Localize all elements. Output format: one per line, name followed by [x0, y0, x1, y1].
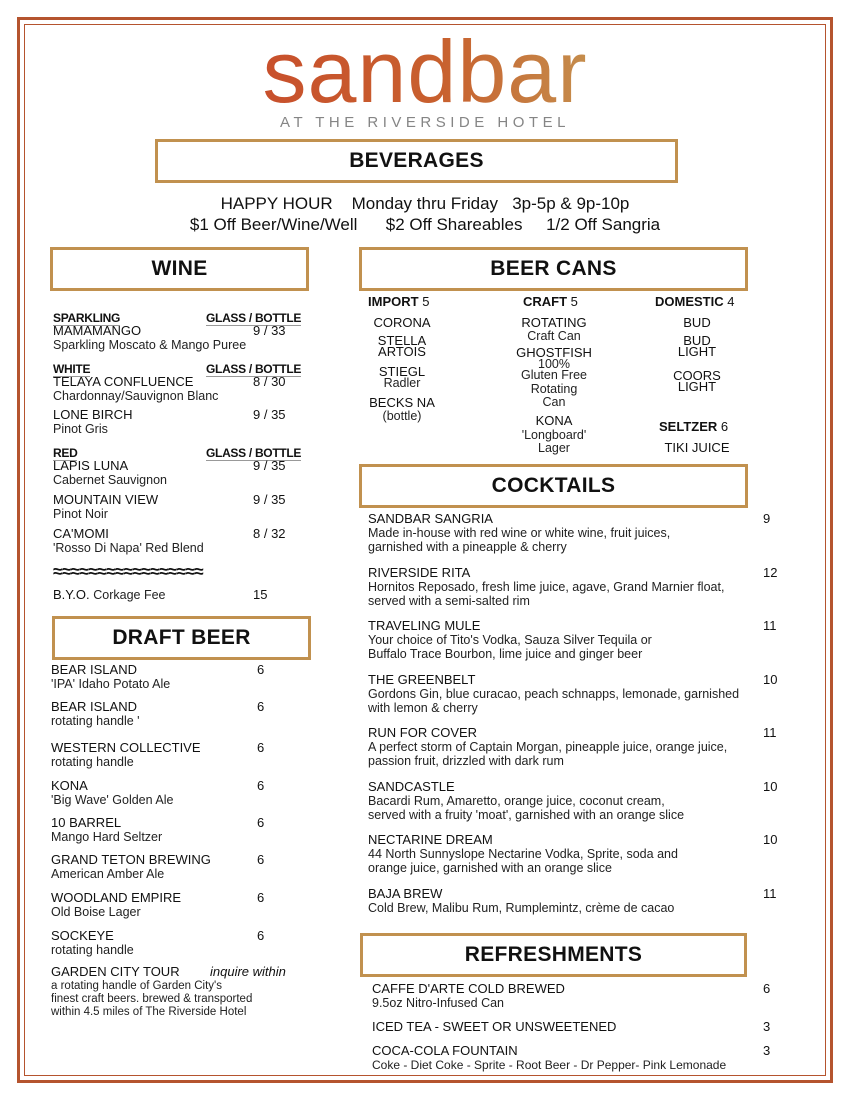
- draft-item-name: 10 BARREL: [51, 815, 122, 830]
- draft-item-desc: rotating handle ': [51, 714, 140, 728]
- wine-item-price: 8 / 30: [253, 374, 286, 389]
- can-item-desc: Craft Can: [527, 329, 581, 343]
- wine-item-price: 9 / 35: [253, 492, 286, 507]
- refreshments-heading-box: [360, 933, 747, 977]
- can-item-desc: Rotating: [530, 382, 578, 396]
- garden-city-tour-desc: within 4.5 miles of The Riverside Hotel: [51, 1006, 247, 1018]
- byo-row: [53, 588, 166, 602]
- wine-sparkling-label: SPARKLING: [53, 311, 121, 325]
- cocktail-price: 11: [763, 618, 777, 633]
- cocktail-desc: Gordons Gin, blue curacao, peach schnapps, lemonade, garnished: [368, 687, 740, 701]
- can-item: ARTOIS: [378, 344, 426, 359]
- cans-craft-header: CRAFT 5: [523, 294, 578, 309]
- can-item-desc: 100%: [538, 357, 570, 371]
- draft-item-desc: American Amber Ale: [51, 867, 165, 881]
- draft-item-desc: 'IPA' Idaho Potato Ale: [51, 677, 171, 691]
- can-item: ROTATING: [521, 315, 587, 330]
- cocktail-price: 11: [763, 886, 777, 901]
- beverages-heading: BEVERAGES: [349, 149, 484, 172]
- wine-item-name: MAMAMANGO: [53, 323, 142, 338]
- draft-item-price: 6: [257, 928, 265, 943]
- can-item: BUD: [683, 333, 711, 348]
- draft-item-name: KONA: [51, 778, 88, 793]
- draft-item-price: 6: [257, 740, 265, 755]
- cocktail-name: SANDBAR SANGRIA: [368, 511, 493, 526]
- draft-item-name: WESTERN COLLECTIVE: [51, 740, 201, 755]
- wine-item-price: 9 / 33: [253, 323, 286, 338]
- draft-heading-box: [52, 616, 311, 660]
- sandbar-logo: [150, 30, 700, 110]
- cocktail-price: 9: [763, 511, 771, 526]
- can-item: KONA: [535, 413, 573, 428]
- can-item-desc: Gluten Free: [520, 368, 587, 382]
- cocktail-price: 11: [763, 725, 777, 740]
- garden-city-tour-name: GARDEN CITY TOUR: [51, 964, 180, 979]
- draft-item-desc: Old Boise Lager: [51, 905, 141, 919]
- cocktail-desc: 44 North Sunnyslope Nectarine Vodka, Sprite, soda and: [368, 847, 678, 861]
- cocktail-desc: Bacardi Rum, Amaretto, orange juice, coconut cream,: [368, 794, 665, 808]
- draft-item-price: 6: [257, 815, 265, 830]
- draft-item-desc: rotating handle: [51, 943, 134, 957]
- can-item: BUD: [683, 315, 711, 330]
- can-item-desc: (bottle): [382, 409, 422, 423]
- wine-item-price: 9 / 35: [253, 407, 286, 422]
- cocktail-name: RIVERSIDE RITA: [368, 565, 471, 580]
- cocktails-heading: COCKTAILS: [491, 474, 616, 497]
- cocktail-desc: Your choice of Tito's Vodka, Sauza Silver Tequila or: [368, 633, 652, 647]
- wine-item-desc: Chardonnay/Sauvignon Blanc: [53, 389, 219, 403]
- draft-item-name: GRAND TETON BREWING: [51, 852, 211, 867]
- cocktail-desc: A perfect storm of Captain Morgan, pineapple juice, orange juice,: [368, 740, 728, 754]
- refreshment-desc: Coke - Diet Coke - Sprite - Root Beer - Dr Pepper- Pink Lemonade: [372, 1058, 727, 1072]
- cocktail-desc: orange juice, garnished with an orange slice: [368, 861, 612, 875]
- draft-item-desc: Mango Hard Seltzer: [51, 830, 163, 844]
- can-item-desc: Radler: [383, 376, 421, 390]
- can-item-desc: Can: [542, 395, 566, 409]
- beer-cans-heading: BEER CANS: [490, 257, 617, 280]
- cocktail-price: 10: [763, 832, 778, 847]
- cans-seltzer-header: SELTZER 6: [659, 419, 729, 434]
- happy-hour-line1: HAPPY HOUR Monday thru Friday 3p-5p & 9p-10p: [220, 194, 630, 213]
- can-item: LIGHT: [677, 344, 717, 359]
- refreshments-heading: REFRESHMENTS: [464, 943, 643, 966]
- can-item: GHOSTFISH: [516, 345, 592, 360]
- refreshment-price: 3: [763, 1043, 771, 1058]
- cans-import-header: IMPORT 5: [368, 294, 430, 309]
- beverages-heading-box: [155, 139, 678, 183]
- cocktail-desc: served with a semi-salted rim: [368, 594, 530, 608]
- can-item: LIGHT: [677, 379, 717, 394]
- cocktails-heading-box: [359, 464, 748, 508]
- wine-item-price: 9 / 35: [253, 458, 286, 473]
- wine-item-name: LAPIS LUNA: [53, 458, 129, 473]
- cans-domestic-header: DOMESTIC 4: [655, 294, 735, 309]
- draft-item-name: SOCKEYE: [51, 928, 114, 943]
- cocktail-desc: Buffalo Trace Bourbon, lime juice and ginger beer: [368, 647, 643, 661]
- draft-item-desc: rotating handle: [51, 755, 134, 769]
- cocktail-price: 10: [763, 672, 778, 687]
- cocktail-desc: Cold Brew, Malibu Rum, Rumplemintz, crème de cacao: [368, 901, 675, 915]
- happy-hour-line2: $1 Off Beer/Wine/Well $2 Off Shareables 1/2 Off Sangria: [189, 215, 661, 234]
- refreshment-name: CAFFE D'ARTE COLD BREWED: [372, 981, 565, 996]
- cocktail-price: 10: [763, 779, 778, 794]
- wave-divider: ≈≈≈≈≈≈≈≈≈≈≈≈≈≈≈≈≈: [53, 562, 204, 581]
- draft-item-name: BEAR ISLAND: [51, 699, 137, 714]
- wine-item-desc: Cabernet Sauvignon: [53, 473, 167, 487]
- cocktail-name: TRAVELING MULE: [368, 618, 481, 633]
- refreshment-price: 6: [763, 981, 771, 996]
- refreshment-name: COCA-COLA FOUNTAIN: [372, 1043, 518, 1058]
- refreshment-desc: 9.5oz Nitro-Infused Can: [372, 996, 505, 1010]
- wine-item-name: TELAYA CONFLUENCE: [53, 374, 194, 389]
- draft-heading: DRAFT BEER: [112, 626, 251, 649]
- can-item: STELLA: [377, 333, 427, 348]
- draft-item-price: 6: [257, 852, 265, 867]
- draft-item-name: BEAR ISLAND: [51, 662, 137, 677]
- logo-wordmark: sandbar: [262, 30, 588, 110]
- wine-heading-box: [50, 247, 309, 291]
- wine-white-label: WHITE: [53, 362, 91, 376]
- cocktail-name: RUN FOR COVER: [368, 725, 478, 740]
- beer-cans-heading-box: [359, 247, 748, 291]
- wine-item-desc: Pinot Noir: [53, 507, 108, 521]
- can-item: COORS: [673, 368, 721, 383]
- draft-item-price: 6: [257, 699, 265, 714]
- cocktail-desc: with lemon & cherry: [368, 701, 478, 715]
- wine-item-name: CA'MOMI: [53, 526, 109, 541]
- can-item-desc: 'Longboard': [521, 428, 587, 442]
- byo-desc: Corkage Fee: [93, 588, 166, 602]
- wine-red-label: RED: [53, 446, 78, 460]
- wine-item-name: MOUNTAIN VIEW: [53, 492, 159, 507]
- cocktail-name: BAJA BREW: [368, 886, 443, 901]
- wine-heading: WINE: [151, 257, 208, 280]
- cocktail-name: NECTARINE DREAM: [368, 832, 493, 847]
- garden-city-tour-desc: finest craft beers. brewed & transported: [51, 993, 253, 1005]
- wine-item-name: LONE BIRCH: [53, 407, 133, 422]
- cocktail-desc: Made in-house with red wine or white wine, fruit juices,: [368, 526, 671, 540]
- byo-price: 15: [253, 587, 268, 602]
- garden-city-tour-desc: a rotating handle of Garden City's: [51, 980, 222, 992]
- logo-tagline: AT THE RIVERSIDE HOTEL: [280, 114, 570, 131]
- draft-item-desc: 'Big Wave' Golden Ale: [51, 793, 174, 807]
- can-item: TIKI JUICE: [664, 440, 730, 455]
- can-item-desc: Lager: [538, 441, 570, 455]
- cocktail-desc: garnished with a pineapple & cherry: [368, 540, 567, 554]
- cocktail-desc: passion fruit, drizzled with dark rum: [368, 754, 564, 768]
- draft-item-price: 6: [257, 890, 265, 905]
- draft-item-name: WOODLAND EMPIRE: [51, 890, 182, 905]
- cocktail-desc: served with a fruity 'moat', garnished with an orange slice: [368, 808, 685, 822]
- wine-item-desc: 'Rosso Di Napa' Red Blend: [53, 541, 204, 555]
- wine-item-price: 8 / 32: [253, 526, 286, 541]
- draft-item-price: 6: [257, 778, 265, 793]
- wine-red-col-label: GLASS / BOTTLE: [206, 446, 302, 460]
- can-item: STIEGL: [378, 364, 426, 379]
- can-item: BECKS NA: [369, 395, 435, 410]
- refreshment-price: 3: [763, 1019, 771, 1034]
- draft-item-price: 6: [257, 662, 265, 677]
- cocktail-name: THE GREENBELT: [368, 672, 476, 687]
- wine-white-col-label: GLASS / BOTTLE: [206, 362, 302, 376]
- wine-item-desc: Sparkling Moscato & Mango Puree: [53, 338, 247, 352]
- garden-city-tour-note: inquire within: [210, 964, 286, 979]
- wine-item-desc: Pinot Gris: [53, 422, 108, 436]
- cocktail-name: SANDCASTLE: [368, 779, 455, 794]
- refreshment-name: ICED TEA - SWEET OR UNSWEETENED: [372, 1019, 617, 1034]
- cocktail-price: 12: [763, 565, 778, 580]
- cocktail-desc: Hornitos Reposado, fresh lime juice, agave, Grand Marnier float,: [368, 580, 725, 594]
- byo-label: B.Y.O.: [53, 587, 90, 602]
- wine-sparkling-col-label: GLASS / BOTTLE: [206, 311, 302, 325]
- can-item: CORONA: [373, 315, 431, 330]
